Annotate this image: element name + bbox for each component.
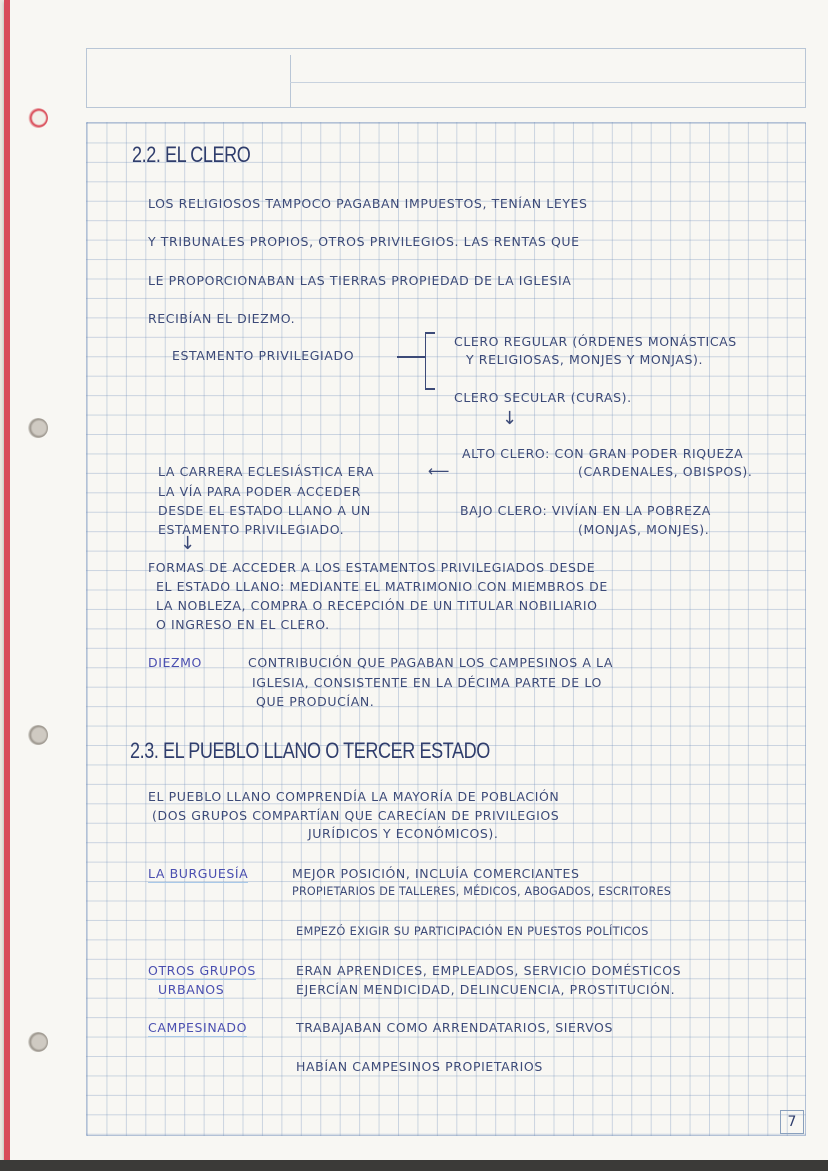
text-line: EL ESTADO LLANO: MEDIANTE EL MATRIMONIO CON MIEMBROS DE (156, 579, 608, 594)
text-line: EL PUEBLO LLANO COMPRENDÍA LA MAYORÍA DE POBLACIÓN (148, 789, 560, 804)
diezmo-def: QUE PRODUCÍAN. (256, 694, 375, 709)
brace (425, 332, 434, 388)
campesinado-line: TRABAJABAN COMO ARRENDATARIOS, SIERVOS (296, 1020, 614, 1035)
bajo-clero-cont: (MONJAS, MONJES). (578, 522, 710, 537)
table-surface (0, 1160, 828, 1171)
text-line: Y TRIBUNALES PROPIOS, OTROS PRIVILEGIOS. LAS RENTAS QUE (148, 234, 580, 249)
text-line: LOS RELIGIOSOS TAMPOCO PAGABAN IMPUESTOS, TENÍAN LEYES (148, 196, 588, 211)
alto-clero-cont: (CARDENALES, OBISPOS). (578, 464, 753, 479)
text-line: LE PROPORCIONABAN LAS TIERRAS PROPIEDAD DE LA IGLESIA (148, 273, 572, 288)
diezmo-def: CONTRIBUCIÓN QUE PAGABAN LOS CAMPESINOS A LA (248, 655, 614, 670)
diezmo-def: IGLESIA, CONSISTENTE EN LA DÉCIMA PARTE DE LO (252, 675, 602, 690)
carrera-line: DESDE EL ESTADO LLANO A UN (158, 503, 371, 518)
burguesia-line: PROPIETARIOS DE TALLERES, MÉDICOS, ABOGADOS, ESCRITORES (292, 885, 672, 898)
campesinado-line: HABÍAN CAMPESINOS PROPIETARIOS (296, 1059, 543, 1074)
text-line: JURÍDICOS Y ECONÓMICOS). (308, 826, 499, 841)
text-line: LA NOBLEZA, COMPRA O RECEPCIÓN DE UN TITULAR NOBILIARIO (156, 598, 598, 613)
otros-line: ERAN APRENDICES, EMPLEADOS, SERVICIO DOMÉSTICOS (296, 963, 682, 978)
punch-hole (28, 725, 48, 745)
punch-hole (28, 108, 48, 128)
otros-term-cont: URBANOS (158, 982, 225, 997)
text-line: FORMAS DE ACCEDER A LOS ESTAMENTOS PRIVILEGIADOS DESDE (148, 560, 596, 575)
clero-regular: CLERO REGULAR (ÓRDENES MONÁSTICAS (454, 334, 737, 349)
arrow-down-icon: ↓ (180, 533, 196, 554)
carrera-line: ESTAMENTO PRIVILEGIADO. (158, 522, 345, 537)
arrow-left-icon: ⟵ (428, 462, 450, 480)
otros-term: OTROS GRUPOS (148, 963, 256, 978)
clero-secular: CLERO SECULAR (CURAS). (454, 390, 632, 405)
alto-clero: ALTO CLERO: CON GRAN PODER RIQUEZA (462, 446, 744, 461)
text-line: RECIBÍAN EL DIEZMO. (148, 311, 296, 326)
page-number: 7 (780, 1110, 804, 1134)
diezmo-term: DIEZMO (148, 655, 202, 670)
text-line: (DOS GRUPOS COMPARTÍAN QUE CARECÍAN DE PRIVILEGIOS (152, 808, 560, 823)
carrera-line: LA CARRERA ECLESIÁSTICA ERA (158, 464, 375, 479)
burguesia-line: MEJOR POSICIÓN, INCLUÍA COMERCIANTES (292, 866, 580, 881)
header-box (86, 48, 806, 108)
otros-line: EJERCÍAN MENDICIDAD, DELINCUENCIA, PROSTITUCIÓN. (296, 982, 676, 997)
campesinado-term: CAMPESINADO (148, 1020, 248, 1035)
burguesia-term: LA BURGUESÍA (148, 866, 249, 881)
brace-line (397, 356, 425, 358)
bajo-clero: BAJO CLERO: VIVÍAN EN LA POBREZA (460, 503, 711, 518)
clero-regular-cont: Y RELIGIOSAS, MONJES Y MONJAS). (466, 352, 704, 367)
diagram-root: ESTAMENTO PRIVILEGIADO (172, 348, 355, 363)
punch-hole (28, 1032, 48, 1052)
section-heading-pueblo: 2.3. EL PUEBLO LLANO O TERCER ESTADO (130, 738, 490, 763)
burguesia-line: EMPEZÓ EXIGIR SU PARTICIPACIÓN EN PUESTOS POLÍTICOS (296, 924, 649, 938)
arrow-down-icon: ↓ (502, 408, 518, 429)
text-line: O INGRESO EN EL CLERO. (156, 617, 330, 632)
carrera-line: LA VÍA PARA PODER ACCEDER (158, 484, 361, 499)
section-heading-clero: 2.2. EL CLERO (132, 142, 251, 167)
punch-hole (28, 418, 48, 438)
